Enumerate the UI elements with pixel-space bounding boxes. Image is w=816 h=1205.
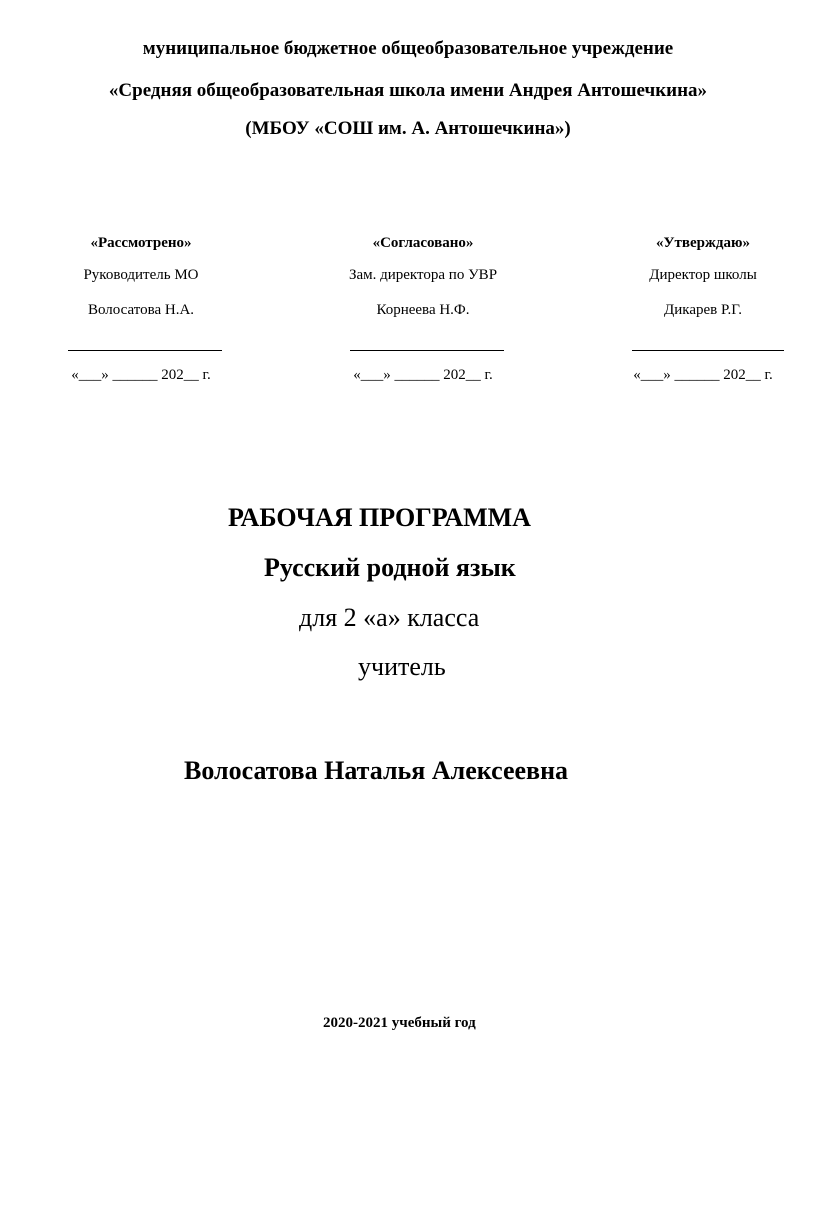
approval-role: Руководитель МО (83, 267, 199, 283)
school-full-name: «Средняя общеобразовательная школа имени Андрея Антошечкина» (108, 80, 708, 101)
approval-title: «Утверждаю» (656, 235, 750, 251)
approval-role: Зам. директора по УВР (348, 267, 498, 283)
approval-agreed (298, 235, 548, 395)
approval-title: «Рассмотрено» (90, 235, 192, 251)
approval-name: Корнеева Н.Ф. (376, 302, 470, 318)
approval-name: Волосатова Н.А. (87, 302, 195, 318)
teacher-name: Волосатова Наталья Алексеевна (184, 756, 569, 785)
signature-line-2 (350, 350, 504, 351)
signature-line-1 (68, 350, 222, 351)
approval-approved (578, 235, 816, 395)
academic-year: 2020-2021 учебный год (323, 1015, 476, 1031)
approval-title: «Согласовано» (372, 235, 474, 251)
approval-name: Дикарев Р.Г. (664, 302, 742, 318)
institution-type: муниципальное бюджетное общеобразовательное учреждение (142, 38, 674, 59)
signature-line-3 (632, 350, 784, 351)
approval-role: Директор школы (649, 267, 757, 283)
teacher-label: учитель (358, 652, 446, 681)
approval-date: «___» ______ 202__ г. (353, 367, 493, 383)
program-title: РАБОЧАЯ ПРОГРАММА (228, 503, 531, 532)
approval-date: «___» ______ 202__ г. (71, 367, 211, 383)
program-grade: для 2 «а» класса (299, 603, 480, 632)
approval-reviewed (16, 235, 266, 395)
program-subject: Русский родной язык (264, 553, 516, 582)
approval-date: «___» ______ 202__ г. (633, 367, 773, 383)
school-short-name: (МБОУ «СОШ им. А. Антошечкина») (245, 118, 571, 139)
